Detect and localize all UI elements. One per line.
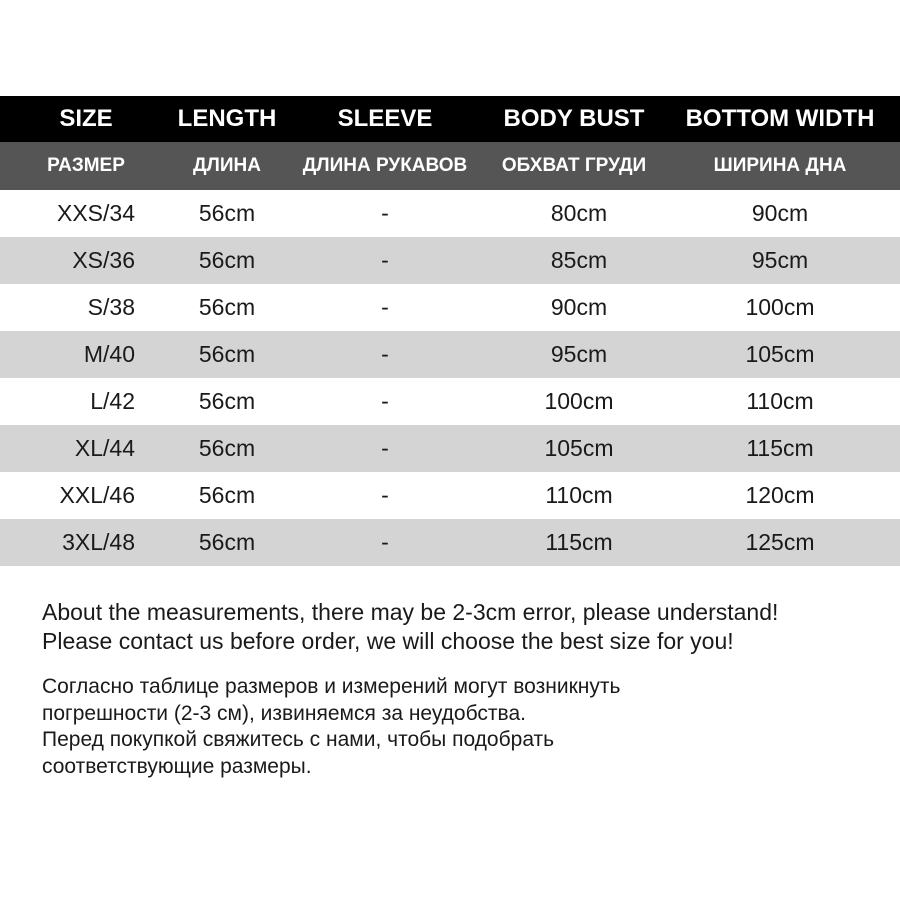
cell-sleeve: - xyxy=(381,529,389,555)
cell-length: 56cm xyxy=(198,482,256,508)
header-length: LENGTH xyxy=(177,105,277,132)
cell-size: 3XL/48 xyxy=(62,529,135,555)
cell-size: L/42 xyxy=(90,388,135,414)
table-body xyxy=(0,190,900,566)
note-line: соответствующие размеры. xyxy=(42,754,312,778)
cell-size: XS/36 xyxy=(72,247,135,273)
header-body-bust-ru: ОБХВАТ ГРУДИ xyxy=(501,155,647,176)
header-row-english xyxy=(0,96,900,142)
cell-body-bust: 110cm xyxy=(545,482,613,508)
cell-sleeve: - xyxy=(381,247,389,273)
cell-sleeve: - xyxy=(381,435,389,461)
cell-body-bust: 100cm xyxy=(544,388,614,414)
table-row xyxy=(0,425,900,472)
note-line: Please contact us before order, we will choose the best size for you! xyxy=(42,628,734,654)
note-line: Согласно таблице размеров и измерений могут возникнуть xyxy=(42,675,621,698)
notes-russian xyxy=(42,674,882,780)
table-row xyxy=(0,472,900,519)
note-line: Перед покупкой свяжитесь с нами, чтобы подобрать xyxy=(42,728,555,751)
cell-length: 56cm xyxy=(198,388,256,414)
header-size: SIZE xyxy=(59,105,113,132)
header-body-bust: BODY BUST xyxy=(503,105,645,132)
header-length-ru: ДЛИНА xyxy=(193,155,261,176)
cell-length: 56cm xyxy=(198,341,256,367)
cell-bottom-width: 120cm xyxy=(745,482,815,508)
header-bottom-width: BOTTOM WIDTH xyxy=(685,105,875,132)
cell-length: 56cm xyxy=(198,200,256,226)
cell-bottom-width: 125cm xyxy=(745,529,815,555)
cell-length: 56cm xyxy=(198,435,256,461)
cell-size: XL/44 xyxy=(74,435,135,461)
table-row xyxy=(0,519,900,566)
note-line: About the measurements, there may be 2-3cm error, please understand! xyxy=(42,599,779,625)
cell-body-bust: 105cm xyxy=(544,435,614,461)
table-row xyxy=(0,378,900,425)
cell-length: 56cm xyxy=(198,294,256,320)
table-row xyxy=(0,284,900,331)
table-row xyxy=(0,190,900,237)
cell-bottom-width: 105cm xyxy=(745,341,815,367)
cell-body-bust: 80cm xyxy=(550,200,608,226)
cell-body-bust: 115cm xyxy=(545,529,613,555)
cell-length: 56cm xyxy=(198,247,256,273)
table-row xyxy=(0,331,900,378)
cell-sleeve: - xyxy=(381,200,389,226)
header-bottom-width-ru: ШИРИНА ДНА xyxy=(713,155,847,176)
cell-bottom-width: 90cm xyxy=(751,200,809,226)
notes-english xyxy=(42,598,882,656)
measurement-notes xyxy=(42,598,882,780)
size-chart-table xyxy=(0,96,900,566)
cell-size: XXL/46 xyxy=(59,482,135,508)
cell-bottom-width: 115cm xyxy=(746,435,814,461)
cell-body-bust: 95cm xyxy=(550,341,608,367)
cell-bottom-width: 100cm xyxy=(745,294,815,320)
cell-body-bust: 85cm xyxy=(550,247,608,273)
header-size-ru: РАЗМЕР xyxy=(47,155,125,176)
cell-sleeve: - xyxy=(381,388,389,414)
cell-size: S/38 xyxy=(87,294,135,320)
header-row-russian xyxy=(0,142,900,190)
table-row xyxy=(0,237,900,284)
header-sleeve: SLEEVE xyxy=(337,105,433,132)
cell-sleeve: - xyxy=(381,482,389,508)
cell-sleeve: - xyxy=(381,294,389,320)
cell-bottom-width: 95cm xyxy=(751,247,809,273)
header-sleeve-ru: ДЛИНА РУКАВОВ xyxy=(302,155,468,176)
cell-length: 56cm xyxy=(198,529,256,555)
cell-sleeve: - xyxy=(381,341,389,367)
note-line: погрешности (2-3 см), извиняемся за неудобства. xyxy=(42,701,526,725)
cell-bottom-width: 110cm xyxy=(746,388,814,414)
cell-size: XXS/34 xyxy=(57,200,135,226)
cell-size: M/40 xyxy=(83,341,135,367)
cell-body-bust: 90cm xyxy=(550,294,608,320)
